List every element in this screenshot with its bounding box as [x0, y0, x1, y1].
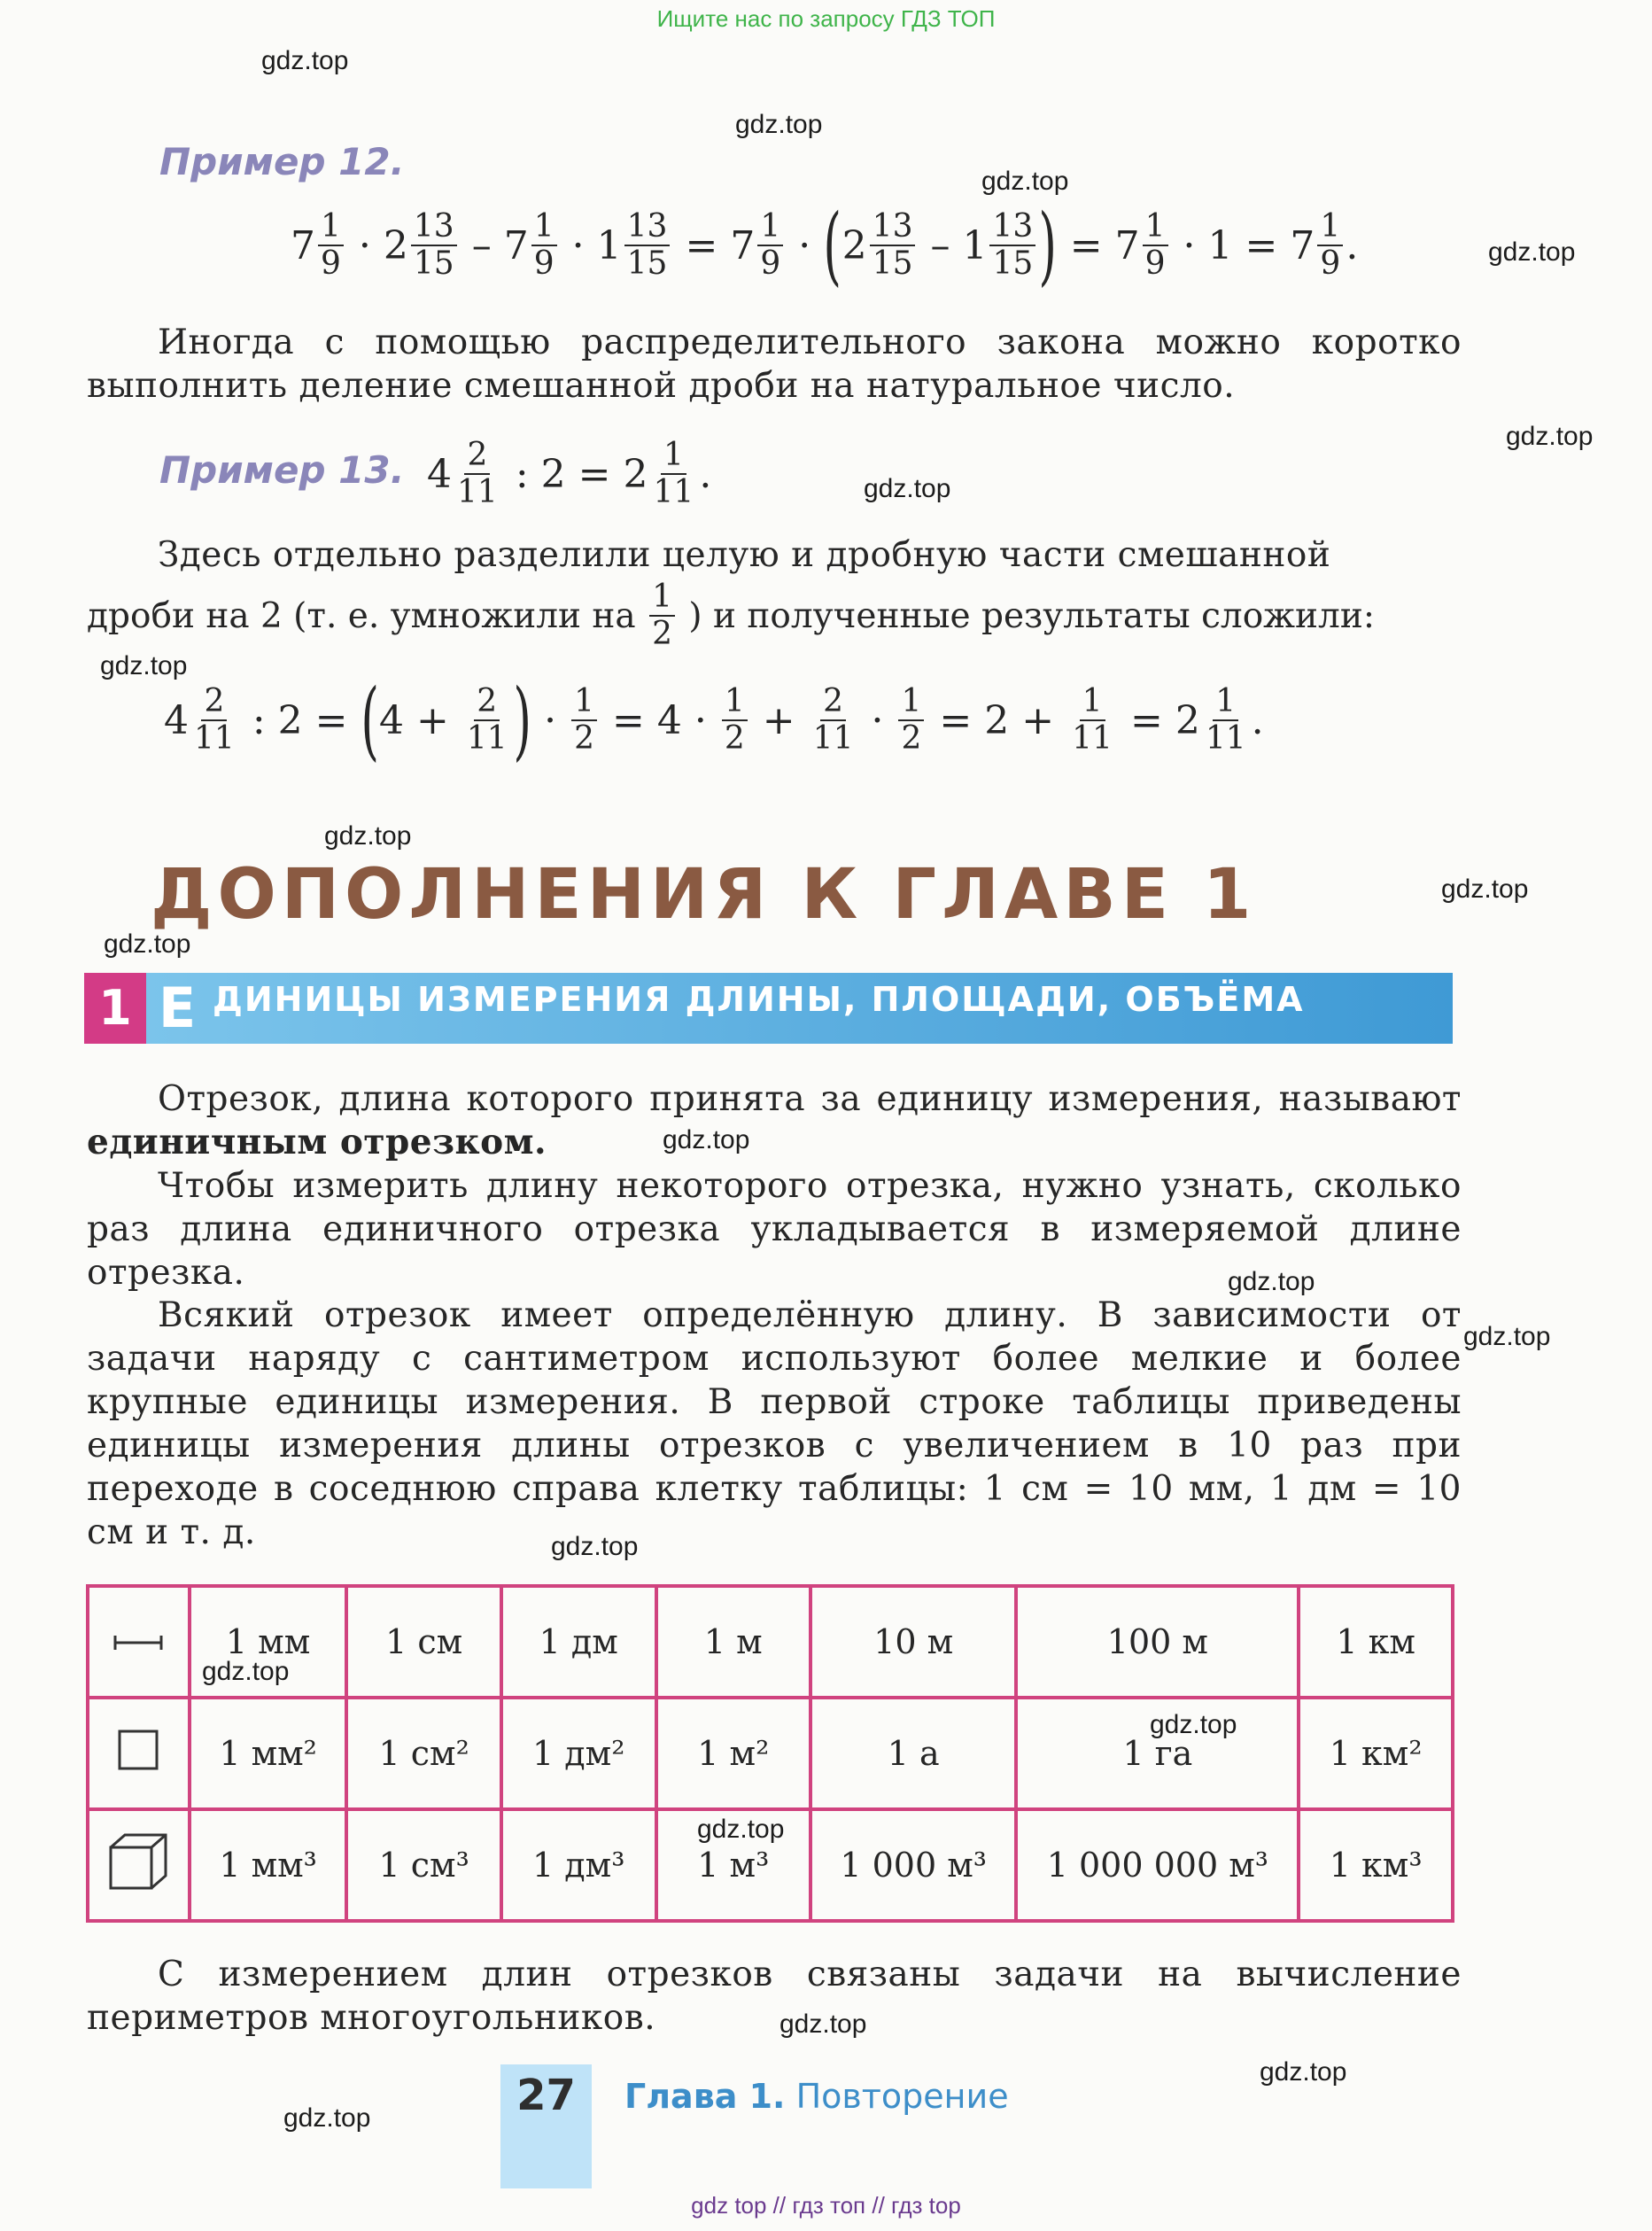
watermark: gdz.top: [100, 651, 188, 680]
example-13-formula: 4 $\frac{2}{11}$ : 2 = 2 $\frac{1}{11}$ .: [427, 437, 712, 510]
table-cell: 1 дм: [501, 1586, 656, 1698]
page-number: 27: [516, 2071, 576, 2120]
watermark: gdz.top: [663, 1125, 750, 1154]
bottom-banner[interactable]: gdz top // гдз топ // гдз top: [691, 2192, 961, 2219]
segment-icon: [88, 1586, 190, 1698]
square-icon: [88, 1698, 190, 1809]
table-cell: 1 а: [810, 1698, 1016, 1809]
table-cell: 1 м: [656, 1586, 810, 1698]
table-cell: 1 см: [346, 1586, 501, 1698]
watermark: gdz.top: [1150, 1710, 1237, 1739]
watermark: gdz.top: [1488, 237, 1576, 267]
table-cell: 1 км: [1299, 1586, 1453, 1698]
example-13-label: Пример 13.: [159, 448, 405, 492]
watermark: gdz.top: [202, 1657, 290, 1686]
watermark: gdz.top: [324, 821, 412, 851]
table-cell: 1 дм²: [501, 1698, 656, 1809]
watermark: gdz.top: [1506, 422, 1594, 451]
section-title: ДИНИЦЫ ИЗМЕРЕНИЯ ДЛИНЫ, ПЛОЩАДИ, ОБЪЁМА: [213, 980, 1305, 1019]
watermark: gdz.top: [1441, 875, 1529, 904]
table-cell: 100 м: [1016, 1586, 1299, 1698]
cube-icon: [88, 1809, 190, 1921]
table-cell: 1 км²: [1299, 1698, 1453, 1809]
example-12-formula: 7 $\frac{1}{9}$ · 2 $\frac{13}{15}$ – 7 $\frac{1}{9}$ · 1 $\frac{13}{15}$ = 7 $\frac{1}{9}$ · ( 2 $\frac{13}{15}$ – 1 $\frac{13}{15}$ ) = 7 $\frac{1}{9}$ · 1 = 7 $\frac{1}{9}$ .: [291, 196, 1359, 295]
table-cell: 1 м³: [656, 1809, 810, 1921]
table-cell: 1 га: [1016, 1698, 1299, 1809]
watermark: gdz.top: [551, 1532, 639, 1561]
chapter-title: ДОПОЛНЕНИЯ К ГЛАВЕ 1: [151, 855, 1257, 935]
table-cell: 1 см³: [346, 1809, 501, 1921]
section-number: 1: [84, 973, 146, 1044]
watermark: gdz.top: [1463, 1322, 1551, 1351]
watermark: gdz.top: [1260, 2057, 1347, 2087]
watermark: gdz.top: [1228, 1267, 1315, 1296]
table-row: [88, 1809, 1453, 1921]
units-table: [86, 1584, 1454, 1923]
section-initial-letter: Е: [158, 976, 197, 1040]
term-unit-segment: единичным отрезком.: [87, 1122, 547, 1162]
table-cell: 1 000 000 м³: [1016, 1809, 1299, 1921]
table-row: [88, 1698, 1453, 1809]
watermark: gdz.top: [261, 46, 349, 75]
paragraph-measure-length: Чтобы измерить длину некоторого отрезка, нужно узнать, сколько раз длина единичного отрезка укладывается в измеряемой длине отрезка.: [87, 1166, 1462, 1293]
table-cell: 10 м: [810, 1586, 1016, 1698]
paragraph-perimeters: С измерением длин отрезков связаны задачи на вычисление периметров многоугольников.: [87, 1955, 1462, 2038]
watermark: gdz.top: [779, 2009, 867, 2039]
paragraph-explanation-line1: Здесь отдельно разделили целую и дробную части смешанной: [158, 535, 1331, 575]
table-row: [88, 1586, 1453, 1698]
paragraph-units: Всякий отрезок имеет определённую длину. В зависимости от задачи наряду с сантиметром используют более мелкие и более крупные единицы измерения. В первой строке таблицы приведены единицы измерения длины отрезков с увеличением в 10 раз при переходе в соседнюю справа клетку таблицы: 1 см = 10 мм, 1 дм = 10 см и т. д.: [87, 1295, 1462, 1552]
table-cell: 1 м²: [656, 1698, 810, 1809]
watermark: gdz.top: [697, 1815, 785, 1844]
watermark: gdz.top: [283, 2103, 371, 2133]
table-cell: 1 мм²: [190, 1698, 347, 1809]
example-12-label: Пример 12.: [159, 140, 405, 183]
table-cell: 1 мм³: [190, 1809, 347, 1921]
watermark: gdz.top: [981, 167, 1069, 196]
chapter-footer: Глава 1. Повторение: [624, 2077, 1009, 2116]
watermark: gdz.top: [735, 110, 823, 139]
table-cell: 1 см²: [346, 1698, 501, 1809]
watermark: gdz.top: [864, 474, 951, 503]
table-cell: 1 км³: [1299, 1809, 1453, 1921]
paragraph-distributive: Иногда с помощью распределительного закона можно коротко выполнить деление смешанной дроби на натуральное число.: [87, 323, 1462, 406]
table-cell: 1 000 м³: [810, 1809, 1016, 1921]
paragraph-unit-segment: Отрезок, длина которого принята за единицу измерения, называют единичным отрезком.: [87, 1079, 1462, 1162]
table-cell: 1 дм³: [501, 1809, 656, 1921]
watermark: gdz.top: [104, 929, 191, 959]
table-cell: 1 мм: [190, 1586, 347, 1698]
top-banner[interactable]: Ищите нас по запросу ГДЗ ТОП: [656, 5, 996, 32]
example-13-expanded: 4 $\frac{2}{11}$ : 2 = ( 4 + $\frac{2}{11}$ ) · $\frac{1}{2}$ = 4 · $\frac{1}{2}$ + $\frac{2}{11}$ · $\frac{1}{2}$ = 2 + $\frac{1}{11}$ = 2 $\frac{1}{11}$ .: [164, 671, 1264, 770]
paragraph-explanation-line2: дроби на 2 (т. е. умножили на $\frac{1}{2}$ ) и полученные результаты сложили:: [87, 579, 1375, 652]
